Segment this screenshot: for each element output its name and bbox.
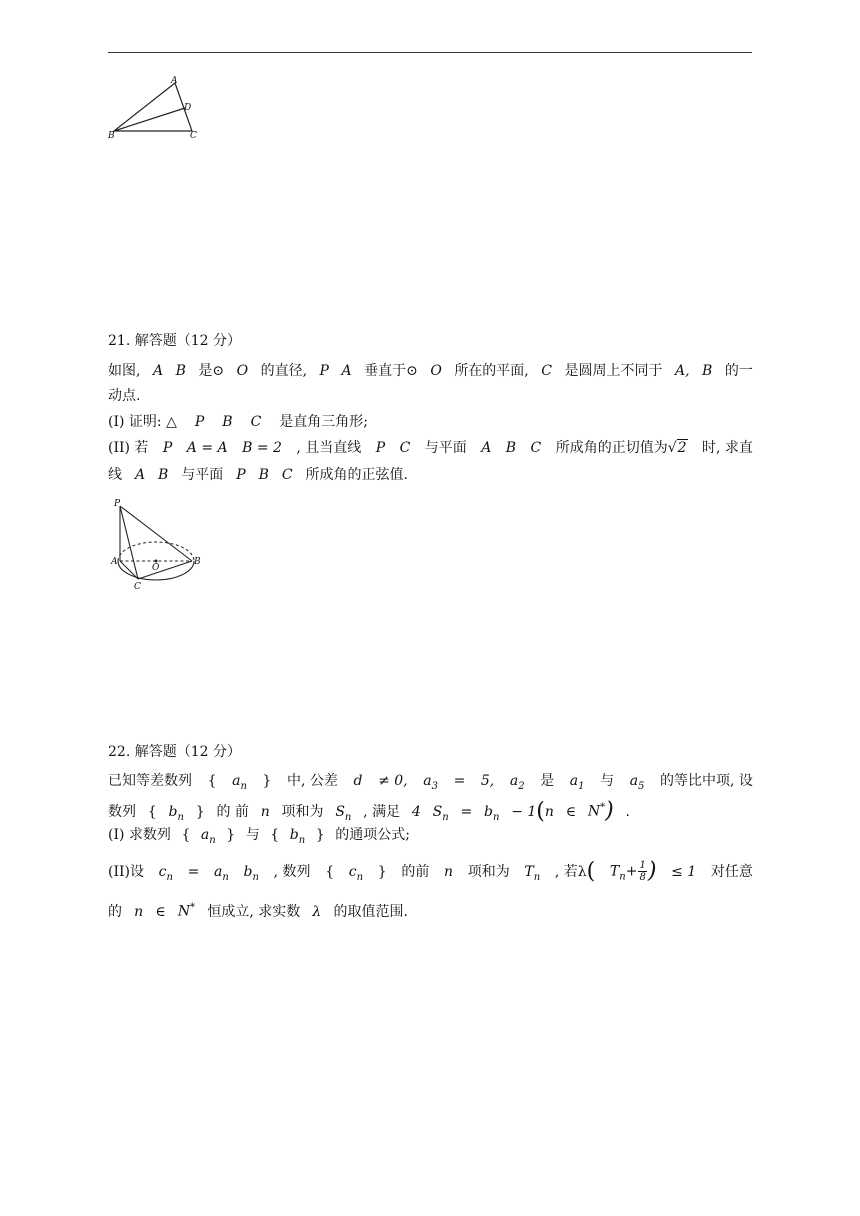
paren: ( [586, 858, 596, 884]
text: . [625, 803, 630, 820]
text: 的 [108, 903, 122, 920]
brace: { [181, 827, 191, 843]
superscript: * [190, 902, 196, 913]
q21-header-text: 21. 解答题（12 分） [108, 333, 241, 349]
label-c: C [190, 131, 197, 141]
brace: } [315, 827, 325, 843]
subscript: n [619, 871, 626, 883]
text: 与 [600, 773, 615, 789]
text: 是 [540, 773, 555, 789]
math: n [444, 863, 454, 880]
brace: } [377, 863, 387, 880]
brace: { [325, 863, 335, 880]
text: , 数列 [273, 863, 311, 880]
math: C [541, 363, 552, 379]
math [290, 825, 305, 851]
label-b: B [108, 131, 115, 141]
label-c: C [134, 582, 141, 592]
math [214, 862, 229, 888]
math: n [134, 903, 144, 920]
triangle-figure [104, 74, 204, 144]
text: 时, 求直 [702, 440, 753, 456]
subscript: n [177, 811, 184, 823]
text: 项和为 [467, 863, 510, 880]
label-b: B [194, 557, 201, 567]
math: C [399, 440, 411, 456]
q22-line2 [108, 798, 630, 827]
math [588, 798, 614, 822]
text: 的等比中项, 设 [660, 773, 753, 789]
subscript: n [166, 871, 173, 883]
paren: ) [647, 858, 657, 884]
brace: } [195, 803, 205, 820]
math-symbol: b [483, 803, 493, 820]
text: (I) 证明: △ [108, 414, 177, 430]
math: A [481, 440, 492, 456]
subscript: 2 [518, 780, 525, 792]
subscript: n [222, 871, 229, 883]
subscript: n [344, 811, 352, 823]
subscript: n [298, 834, 306, 846]
header-rule [108, 52, 752, 53]
q21-line3 [108, 412, 368, 432]
label-a: A [111, 557, 118, 567]
math-symbol: b [243, 863, 253, 880]
text: 的一 [724, 363, 753, 379]
text: , 满足 [363, 803, 401, 820]
paren: ( [536, 798, 545, 824]
q21-header [108, 331, 753, 351]
math: B [505, 440, 517, 456]
math: ∈ [155, 903, 166, 920]
subscript: n [442, 811, 449, 823]
q21-line1 [108, 361, 753, 381]
text: 垂直于⊙ [364, 363, 418, 379]
text: 所成角的正切值为 [555, 440, 668, 456]
math [610, 860, 657, 887]
math-symbol: b [168, 803, 178, 820]
math: P [375, 440, 386, 456]
math-symbol: a [629, 773, 639, 789]
text: 已知等差数列 [108, 773, 192, 789]
math: B = 2 [242, 440, 282, 456]
math [510, 771, 525, 797]
label-p: P [114, 499, 121, 509]
math: C [250, 414, 262, 430]
text: 中, 公差 [287, 773, 338, 789]
fraction [638, 860, 646, 883]
math [159, 862, 173, 888]
text: 是直角三角形; [279, 414, 368, 430]
math: B [702, 363, 713, 379]
q21-line5 [108, 465, 408, 485]
math: A [134, 467, 146, 483]
math-symbol: c [348, 863, 357, 880]
text: (II)设 [108, 863, 144, 880]
math: A, [674, 363, 690, 379]
q22-line1 [108, 771, 753, 797]
text: 的 前 [216, 803, 249, 820]
text: 恒成立, 求实数 [207, 903, 301, 920]
math-symbol: T [524, 863, 534, 880]
math: 4 [411, 803, 421, 820]
q22-line3 [108, 825, 410, 851]
math: C [281, 467, 293, 483]
text: 与平面 [424, 440, 467, 456]
text: 的取值范围. [333, 903, 408, 920]
math: d [353, 773, 363, 789]
text: 是⊙ [198, 363, 225, 379]
math-symbol: a [423, 773, 432, 789]
math [433, 802, 449, 828]
text: , 且当直线 [296, 440, 362, 456]
math: B [258, 467, 269, 483]
math-symbol: N [587, 803, 601, 820]
subscript: 1 [578, 780, 585, 792]
subscript: n [492, 811, 500, 823]
text: (I) 求数列 [108, 827, 171, 843]
math: ≠ 0, [378, 773, 408, 789]
denominator: 8 [639, 872, 646, 883]
label-a: A [171, 76, 178, 86]
q22-line5 [108, 898, 408, 922]
text: 如图, [108, 363, 141, 379]
radicand: 2 [677, 440, 687, 456]
superscript: * [600, 802, 606, 813]
math-symbol: a [200, 827, 210, 843]
math [423, 771, 438, 797]
math-symbol: S [432, 803, 443, 820]
q22-header [108, 742, 753, 762]
math [511, 798, 554, 824]
math [630, 771, 645, 797]
text: 的通项公式; [335, 827, 410, 843]
text: 动点. [108, 388, 141, 404]
math-symbol: T [609, 863, 620, 880]
math-symbol: b [289, 827, 299, 843]
math-symbol: + [625, 863, 638, 880]
math [244, 862, 259, 888]
text: 与 [245, 827, 260, 843]
math: ≤ 1 [671, 863, 697, 880]
math [201, 825, 216, 851]
math: λ [312, 903, 322, 920]
text: , 若λ [554, 863, 587, 880]
math: B [222, 414, 233, 430]
subscript: n [209, 834, 216, 846]
math: C [530, 440, 542, 456]
text: 对任意 [710, 863, 753, 880]
math: B [158, 467, 169, 483]
math-symbol: a [214, 863, 223, 880]
subscript: n [356, 871, 364, 883]
math [524, 862, 540, 888]
brace: } [226, 827, 236, 843]
subscript: n [252, 871, 259, 883]
math-symbol: n [544, 803, 554, 820]
math [570, 771, 585, 797]
math: P [319, 363, 329, 379]
math: A [152, 363, 164, 379]
text [554, 858, 596, 884]
text: 所成角的正弦值. [305, 467, 408, 483]
text: 与平面 [181, 467, 224, 483]
brace: { [207, 773, 217, 789]
math: O [236, 363, 249, 379]
text: 项和为 [281, 803, 324, 820]
brace: { [147, 803, 157, 820]
text: 数列 [108, 803, 136, 820]
math-symbol: c [158, 863, 167, 880]
math-symbol: − 1 [511, 803, 537, 820]
q22-header-text: 22. 解答题（12 分） [108, 744, 241, 760]
math [232, 771, 247, 797]
math-symbol: a [569, 773, 579, 789]
math: = [460, 803, 473, 820]
brace: { [270, 827, 280, 843]
math: = [187, 863, 200, 880]
brace: } [262, 773, 272, 789]
subscript: 3 [431, 780, 438, 792]
math: 5, [480, 773, 495, 789]
radical-sign: √ [667, 440, 677, 456]
label-d: D [184, 103, 192, 113]
math [178, 898, 195, 922]
subscript: n [240, 780, 247, 792]
math-symbol: N [177, 903, 191, 920]
math: A [341, 363, 352, 379]
math: B [175, 363, 186, 379]
math: n [260, 803, 270, 820]
text [556, 438, 688, 458]
q21-line2 [108, 386, 753, 406]
math [335, 802, 351, 828]
math-symbol: a [509, 773, 519, 789]
subscript: 5 [638, 780, 645, 792]
label-o: O [152, 563, 160, 573]
math-symbol: S [335, 803, 345, 820]
q22-line4 [108, 860, 753, 887]
math [349, 862, 363, 888]
subscript: n [533, 871, 541, 883]
math: A = A [186, 440, 228, 456]
sqrt-expression [668, 438, 688, 458]
circle-pyramid-figure [108, 497, 204, 593]
numerator: 1 [639, 860, 646, 871]
math [169, 802, 184, 828]
math: P [236, 467, 246, 483]
text: 所在的平面, [454, 363, 529, 379]
math: P [162, 440, 173, 456]
math: ∈ [565, 803, 577, 820]
text: 的前 [401, 863, 430, 880]
text: 线 [108, 467, 122, 483]
math: = [453, 773, 466, 789]
math-symbol: a [232, 773, 241, 789]
text: (II) 若 [108, 440, 149, 456]
q21-line4 [108, 438, 753, 458]
math: O [430, 363, 442, 379]
paren: ) [605, 798, 614, 824]
math: P [194, 414, 205, 430]
text: 是圆周上不同于 [564, 363, 663, 379]
text: 的直径, [260, 363, 308, 379]
math [484, 802, 499, 828]
